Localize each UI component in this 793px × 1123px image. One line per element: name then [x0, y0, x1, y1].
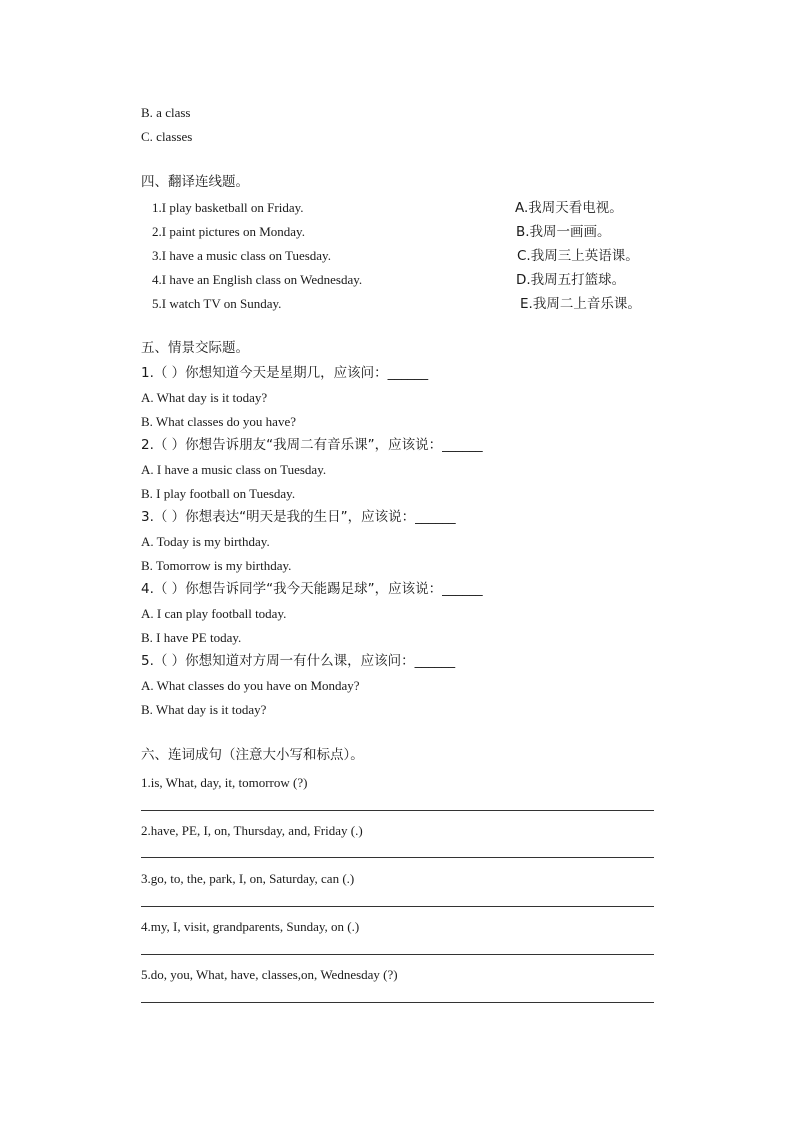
question-4-option-a: A. I can play football today. — [141, 606, 287, 621]
match-right-a: A.我周天看电视。 — [515, 200, 623, 216]
question-1-option-a: A. What day is it today? — [141, 390, 268, 405]
sentence-item-1: 1.is, What, day, it, tomorrow (?) — [141, 775, 308, 790]
match-left-4: 4.I have an English class on Wednesday. — [152, 272, 363, 287]
section5-title: 五、情景交际题。 — [141, 340, 249, 356]
question-3-option-b: B. Tomorrow is my birthday. — [141, 558, 292, 573]
match-right-b: B.我周一画画。 — [516, 224, 611, 240]
answer-line-4[interactable] — [141, 954, 654, 955]
question-stem-3: 3.（ ）你想表达“明天是我的生日”，应该说：______ — [141, 509, 456, 525]
question-5-option-b: B. What day is it today? — [141, 702, 267, 717]
question-stem-2: 2.（ ）你想告诉朋友“我周二有音乐课”，应该说：______ — [141, 437, 483, 453]
question-stem-5: 5.（ ）你想知道对方周一有什么课，应该问：______ — [141, 653, 456, 669]
match-left-1: 1.I play basketball on Friday. — [152, 200, 304, 215]
question-5-option-a: A. What classes do you have on Monday? — [141, 678, 360, 693]
question-3-option-a: A. Today is my birthday. — [141, 534, 270, 549]
match-left-3: 3.I have a music class on Tuesday. — [152, 248, 331, 263]
option-b: B. a class — [141, 105, 191, 120]
match-right-d: D.我周五打篮球。 — [516, 272, 626, 288]
answer-line-3[interactable] — [141, 906, 654, 907]
sentence-item-5: 5.do, you, What, have, classes,on, Wednesday (?) — [141, 967, 398, 982]
question-2-option-b: B. I play football on Tuesday. — [141, 486, 296, 501]
question-1-option-b: B. What classes do you have? — [141, 414, 296, 429]
sentence-item-4: 4.my, I, visit, grandparents, Sunday, on (.) — [141, 919, 360, 934]
match-right-c: C.我周三上英语课。 — [517, 248, 639, 264]
match-left-2: 2.I paint pictures on Monday. — [152, 224, 305, 239]
question-2-option-a: A. I have a music class on Tuesday. — [141, 462, 327, 477]
match-right-e: E.我周二上音乐课。 — [520, 296, 641, 312]
question-stem-4: 4.（ ）你想告诉同学“我今天能踢足球”，应该说：______ — [141, 581, 483, 597]
option-c: C. classes — [141, 129, 193, 144]
match-left-5: 5.I watch TV on Sunday. — [152, 296, 282, 311]
section6-title: 六、连词成句（注意大小写和标点）。 — [141, 747, 364, 763]
sentence-item-3: 3.go, to, the, park, I, on, Saturday, can (.) — [141, 871, 355, 886]
question-stem-1: 1.（ ）你想知道今天是星期几，应该问：______ — [141, 365, 429, 381]
question-4-option-b: B. I have PE today. — [141, 630, 242, 645]
sentence-item-2: 2.have, PE, I, on, Thursday, and, Friday (.) — [141, 823, 363, 838]
answer-line-5[interactable] — [141, 1002, 654, 1003]
answer-line-2[interactable] — [141, 857, 654, 858]
answer-line-1[interactable] — [141, 810, 654, 811]
section4-title: 四、翻译连线题。 — [141, 174, 249, 190]
